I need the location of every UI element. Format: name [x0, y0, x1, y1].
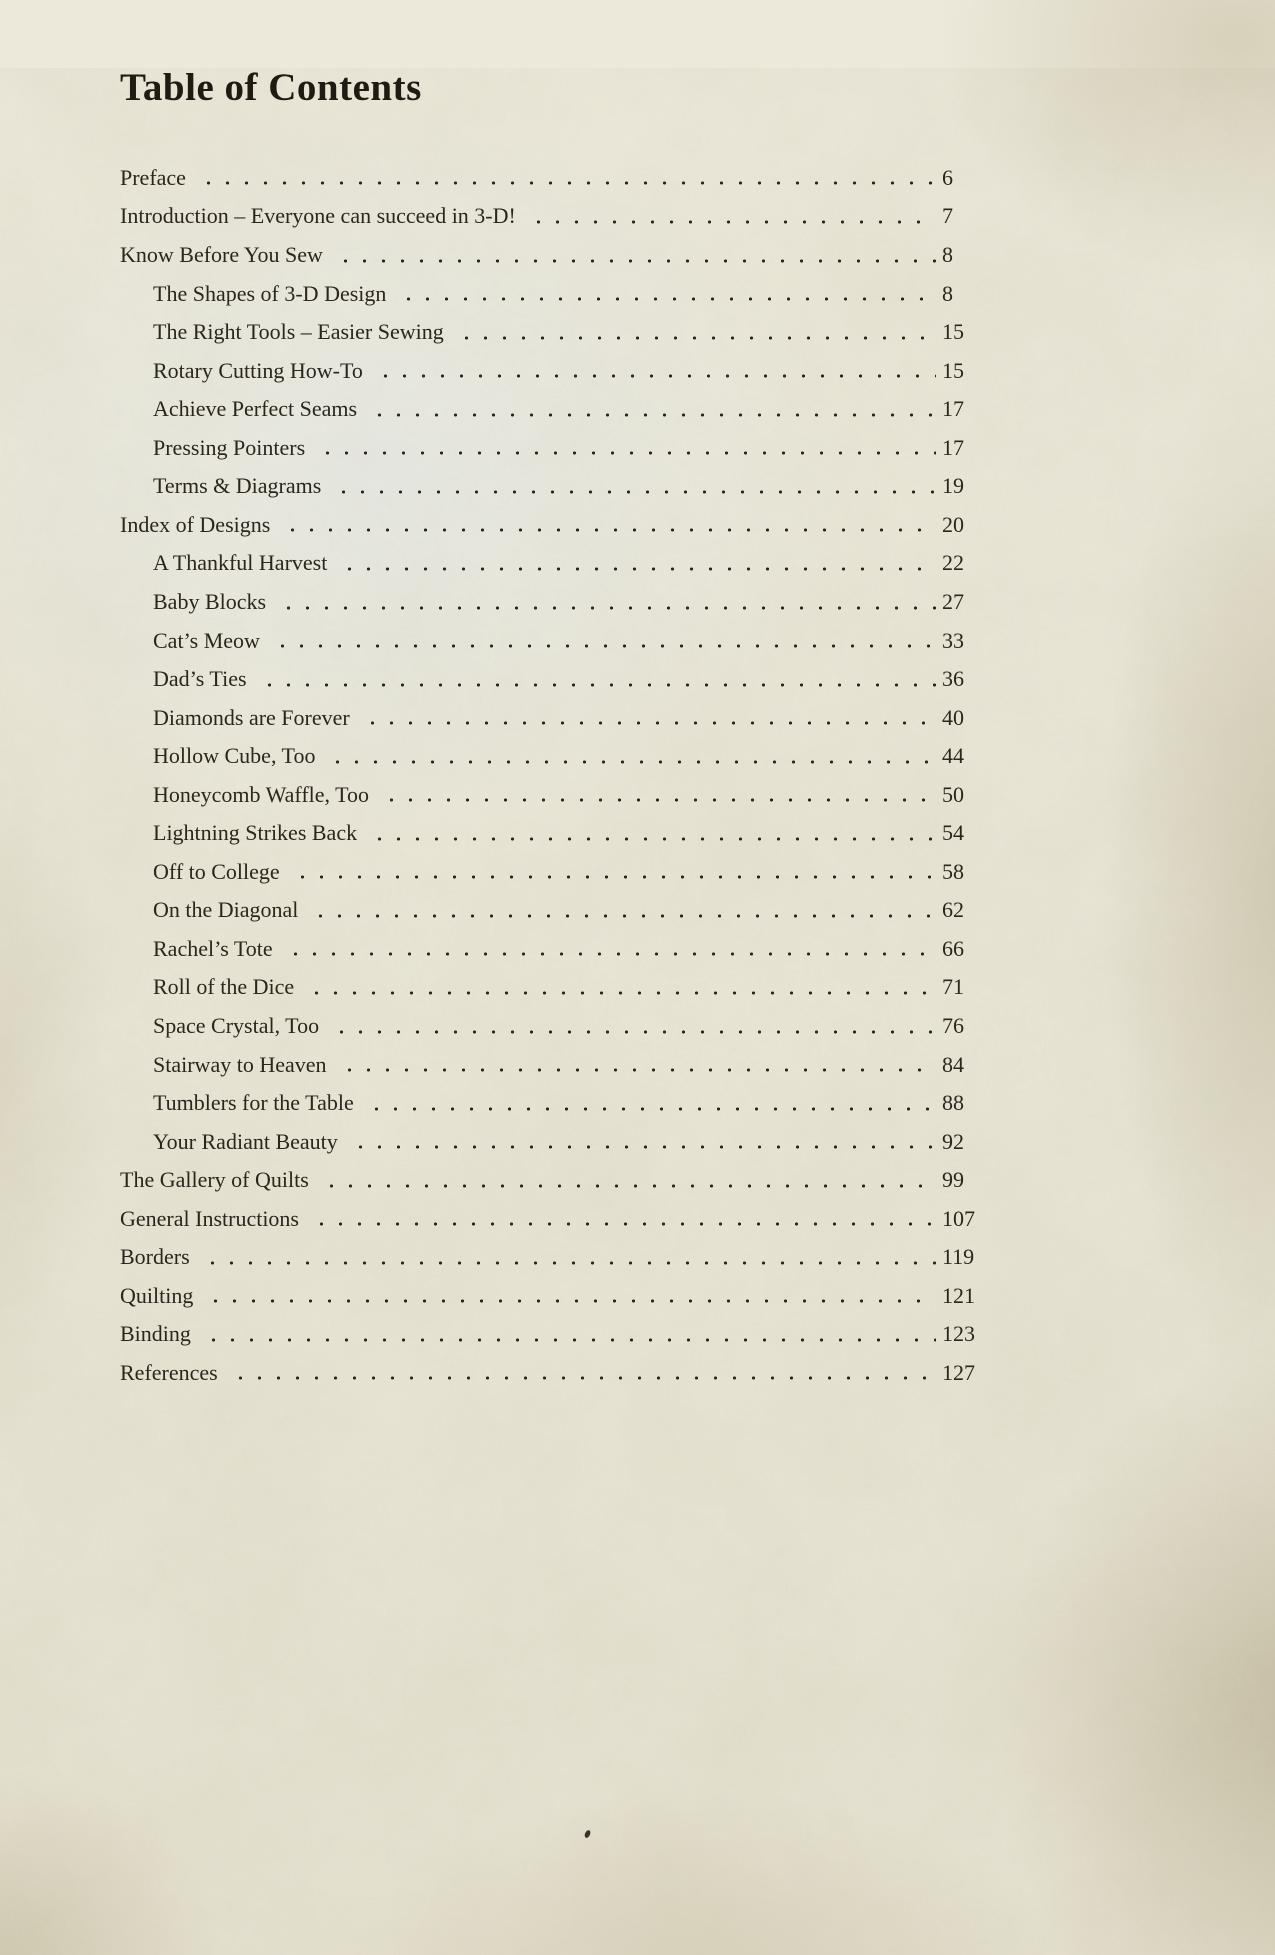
toc-entry	[120, 814, 1008, 853]
toc-entry	[120, 968, 1008, 1007]
toc-entry-label: The Right Tools – Easier Sewing	[153, 319, 444, 345]
dot-leader	[523, 197, 936, 236]
toc-entry	[120, 197, 1008, 236]
toc-entry-label: Quilting	[120, 1282, 194, 1308]
toc-entry	[120, 159, 1008, 198]
dot-leader	[280, 930, 936, 969]
toc-entry	[120, 1277, 1008, 1316]
dot-leader	[305, 891, 936, 930]
toc-entry	[120, 1315, 1008, 1354]
toc-entry-label: Borders	[120, 1244, 190, 1270]
toc-entry	[120, 1200, 1008, 1239]
toc-entry-label: Tumblers for the Table	[153, 1090, 354, 1116]
dot-leader	[376, 776, 936, 815]
toc-entry-label: Binding	[120, 1321, 191, 1347]
dot-leader	[254, 660, 936, 699]
toc-entry-page-number: 84	[942, 1051, 964, 1077]
dot-leader	[287, 853, 936, 892]
toc-entry-page-number: 99	[942, 1167, 964, 1193]
dot-leader	[306, 1200, 936, 1239]
dot-leader	[193, 159, 936, 198]
toc-entry-page-number: 71	[942, 974, 964, 1000]
toc-entry-label: Achieve Perfect Seams	[153, 396, 358, 422]
toc-entry-label: On the Diagonal	[153, 897, 299, 923]
toc-entry-page-number: 7	[942, 203, 953, 229]
toc-entry-page-number: 15	[942, 357, 964, 383]
page-title: Table of Contents	[120, 66, 422, 109]
dot-leader	[200, 1277, 936, 1316]
toc-entry-page-number: 17	[942, 434, 964, 460]
toc-entry-label: Roll of the Dice	[153, 974, 295, 1000]
toc-entry-page-number: 92	[942, 1128, 964, 1154]
toc-entry	[120, 544, 1008, 583]
dot-leader	[364, 814, 936, 853]
toc-entry-label: The Shapes of 3-D Design	[153, 280, 387, 306]
dot-leader	[225, 1354, 936, 1393]
toc-entry	[120, 352, 1008, 391]
toc-entry-page-number: 40	[942, 704, 964, 730]
toc-entry	[120, 1084, 1008, 1123]
toc-entry-page-number: 62	[942, 897, 964, 923]
dot-leader	[393, 275, 936, 314]
toc-entry-page-number: 15	[942, 319, 964, 345]
toc-entry-label: Preface	[120, 164, 186, 190]
table-of-contents	[120, 159, 1008, 1393]
toc-entry-page-number: 20	[942, 511, 964, 537]
toc-entry-label: Off to College	[153, 858, 280, 884]
toc-entry	[120, 776, 1008, 815]
toc-entry	[120, 660, 1008, 699]
toc-entry-label: Terms & Diagrams	[153, 473, 322, 499]
toc-entry	[120, 1238, 1008, 1277]
toc-entry-label: Pressing Pointers	[153, 434, 306, 460]
toc-entry	[120, 930, 1008, 969]
toc-entry	[120, 1123, 1008, 1162]
toc-entry-page-number: 33	[942, 627, 964, 653]
ink-speck	[584, 1829, 591, 1838]
toc-entry-label: Index of Designs	[120, 511, 271, 537]
toc-entry	[120, 622, 1008, 661]
toc-entry	[120, 429, 1008, 468]
dot-leader	[345, 1123, 936, 1162]
toc-entry-label: Rachel’s Tote	[153, 935, 273, 961]
toc-entry-label: Hollow Cube, Too	[153, 743, 316, 769]
toc-entry	[120, 467, 1008, 506]
toc-entry-page-number: 76	[942, 1012, 964, 1038]
dot-leader	[326, 1007, 936, 1046]
toc-entry-page-number: 121	[942, 1282, 975, 1308]
toc-entry-label: Stairway to Heaven	[153, 1051, 327, 1077]
toc-entry-label: Introduction – Everyone can succeed in 3-D!	[120, 203, 516, 229]
toc-entry-page-number: 50	[942, 781, 964, 807]
toc-entry	[120, 1161, 1008, 1200]
dot-leader	[197, 1238, 936, 1277]
dot-leader	[198, 1315, 936, 1354]
toc-entry-page-number: 107	[942, 1205, 975, 1231]
toc-entry-page-number: 123	[942, 1321, 975, 1347]
toc-entry-page-number: 66	[942, 935, 964, 961]
toc-entry-label: Diamonds are Forever	[153, 704, 350, 730]
dot-leader	[334, 544, 936, 583]
toc-entry	[120, 390, 1008, 429]
dot-leader	[312, 429, 936, 468]
book-page	[0, 68, 1275, 1392]
toc-entry-page-number: 36	[942, 666, 964, 692]
toc-entry	[120, 583, 1008, 622]
toc-entry-label: General Instructions	[120, 1205, 299, 1231]
dot-leader	[273, 583, 936, 622]
toc-entry-page-number: 127	[942, 1359, 975, 1385]
toc-entry	[120, 1046, 1008, 1085]
toc-entry-page-number: 17	[942, 396, 964, 422]
dot-leader	[361, 1084, 936, 1123]
dot-leader	[364, 390, 936, 429]
dot-leader	[322, 737, 936, 776]
toc-entry-page-number: 44	[942, 743, 964, 769]
toc-entry-label: Space Crystal, Too	[153, 1012, 320, 1038]
toc-entry-label: Know Before You Sew	[120, 242, 323, 268]
toc-entry	[120, 313, 1008, 352]
toc-entry-label: Your Radiant Beauty	[153, 1128, 338, 1154]
toc-entry-page-number: 22	[942, 550, 964, 576]
toc-entry-page-number: 27	[942, 588, 964, 614]
toc-entry-label: Honeycomb Waffle, Too	[153, 781, 370, 807]
dot-leader	[330, 236, 936, 275]
toc-entry-label: Dad’s Ties	[153, 666, 247, 692]
toc-entry-label: Baby Blocks	[153, 588, 267, 614]
dot-leader	[277, 506, 936, 545]
toc-entry-label: Lightning Strikes Back	[153, 820, 358, 846]
toc-entry-page-number: 8	[942, 280, 953, 306]
toc-entry	[120, 853, 1008, 892]
dot-leader	[357, 699, 936, 738]
toc-entry-label: The Gallery of Quilts	[120, 1167, 309, 1193]
toc-entry	[120, 1007, 1008, 1046]
toc-entry	[120, 699, 1008, 738]
toc-entry-label: Cat’s Meow	[153, 627, 260, 653]
dot-leader	[334, 1046, 937, 1085]
toc-entry	[120, 236, 1008, 275]
dot-leader	[451, 313, 936, 352]
dot-leader	[301, 968, 936, 1007]
toc-entry-page-number: 119	[942, 1244, 975, 1270]
toc-entry-page-number: 58	[942, 858, 964, 884]
toc-entry-page-number: 8	[942, 242, 953, 268]
toc-entry-label: References	[120, 1359, 218, 1385]
toc-entry-label: Rotary Cutting How-To	[153, 357, 363, 383]
toc-entry	[120, 275, 1008, 314]
dot-leader	[328, 467, 936, 506]
toc-entry-label: A Thankful Harvest	[153, 550, 328, 576]
toc-entry	[120, 1354, 1008, 1393]
toc-entry	[120, 737, 1008, 776]
toc-entry-page-number: 19	[942, 473, 964, 499]
toc-entry-page-number: 88	[942, 1090, 964, 1116]
toc-entry	[120, 891, 1008, 930]
toc-entry-page-number: 6	[942, 164, 953, 190]
toc-entry-page-number: 54	[942, 820, 964, 846]
toc-entry	[120, 506, 1008, 545]
dot-leader	[267, 622, 936, 661]
dot-leader	[370, 352, 936, 391]
dot-leader	[316, 1161, 936, 1200]
